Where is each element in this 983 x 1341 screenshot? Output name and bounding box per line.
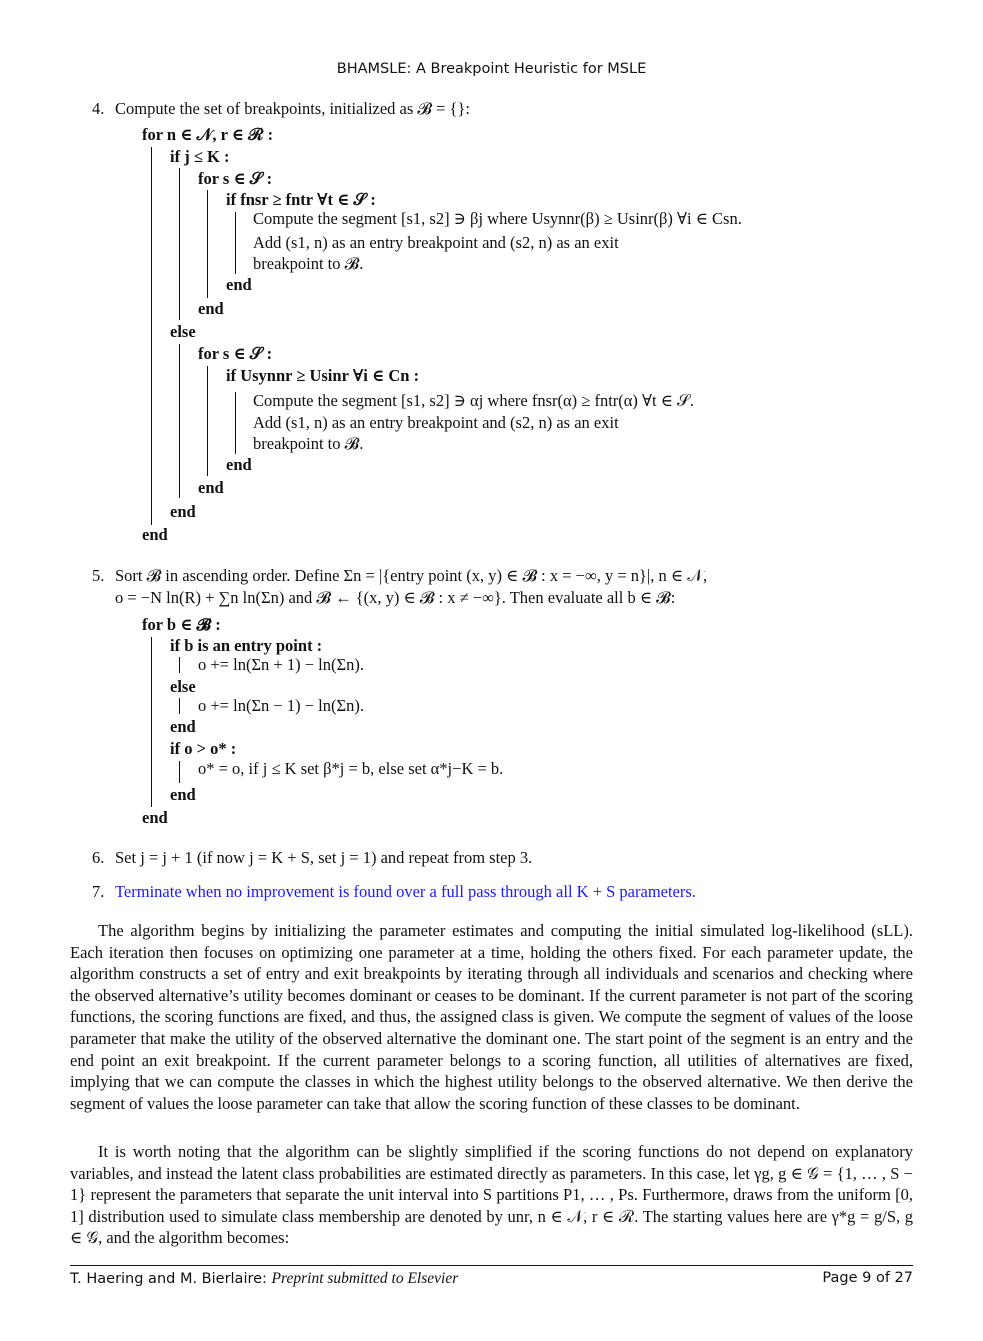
block-bar (179, 657, 180, 673)
algo-line: end (226, 275, 252, 294)
algo-line: for b ∈ 𝓑 : (142, 615, 221, 634)
algo-line: o* = o, if j ≤ K set β*j = b, else set α*j−K = b. (198, 759, 504, 778)
step-7 (92, 881, 914, 903)
algo-line: breakpoint to 𝓑. (253, 434, 364, 453)
block-bar (235, 212, 236, 274)
step-text-cont: o = −N ln(R) + ∑n ln(Σn) and 𝓑 ← {(x, y) ∈ 𝓑 : x ≠ −∞}. Then evaluate all b ∈ 𝓑: (115, 588, 676, 607)
algo-line: end (142, 808, 168, 827)
body-paragraph-2: It is worth noting that the algorithm can be slightly simplified if the scoring functions do not depend on explanatory variables, and instead the latent class probabilities are estimated directly as parameters. In this case, let γg, g ∈ 𝒢 = {1, … , S − 1} represent the parameters that separate the unit interval into S partitions P1, … , Ps. Furthermore, draws from the uniform [0, 1] distribution used to simulate class membership are denoted by unr, n ∈ 𝒩, r ∈ ℛ. The starting values here are γ*g = g/S, g ∈ 𝒢, and the algorithm becomes: (70, 1142, 913, 1248)
algo-line: for n ∈ 𝒩, r ∈ ℛ : (142, 125, 274, 144)
algo-line: end (170, 785, 196, 804)
algo-line: end (170, 717, 196, 736)
block-bar (207, 366, 208, 476)
algo-line: end (198, 478, 224, 497)
algo-line: if b is an entry point : (170, 636, 323, 655)
footer-authors: T. Haering and M. Bierlaire: (70, 1271, 267, 1287)
body-paragraph-1: The algorithm begins by initializing the parameter estimates and computing the initial simulated log-likelihood (sLL). Each iteration then focuses on optimizing one parameter at a time, holding the others fixed. For each parameter update, the algorithm constructs a set of entry and exit breakpoints by iterating through all individuals and scenarios and checking where the observed alternative’s utility becomes dominant or ceases to be dominant. If the current parameter is not part of the scoring functions, the scoring functions are fixed, and thus, the assigned class is given. We compute the segment of values of the loose parameter that make the utility of the observed alternative the dominant one. The start point of the segment is an entry and the end point an exit breakpoint. If the current parameter belongs to a scoring function, all utilities of alternatives are fixed, implying that we can compute the classes in which the highest utility belongs to the observed alternative. We then derive the segment of values the loose parameter can take that allow the scoring function of these classes to be dominant. (70, 921, 913, 1113)
block-bar (151, 147, 152, 525)
footer-venue: Preprint submitted to Elsevier (271, 1270, 459, 1287)
algo-line: breakpoint to 𝓑. (253, 254, 364, 273)
footer-citation (70, 1270, 458, 1288)
step-number: 6. (92, 848, 105, 867)
algo-line: if j ≤ K : (170, 147, 230, 166)
block-bar (207, 190, 208, 298)
step-5 (92, 565, 914, 609)
step-number: 7. (92, 882, 105, 901)
algo-line: Add (s1, n) as an entry breakpoint and (s2, n) as an exit (253, 233, 619, 252)
algo-line: for s ∈ 𝒮 : (198, 169, 273, 188)
step-text: Compute the set of breakpoints, initialized as 𝓑 = {}: (115, 99, 470, 118)
running-title: BHAMSLE: A Breakpoint Heuristic for MSLE (336, 61, 647, 77)
block-bar (179, 761, 180, 783)
step-text: Set j = j + 1 (if now j = K + S, set j = 1) and repeat from step 3. (115, 848, 533, 867)
algo-line: Add (s1, n) as an entry breakpoint and (s2, n) as an exit (253, 413, 619, 432)
algo-line: end (226, 455, 252, 474)
algo-line: end (170, 502, 196, 521)
block-bar (151, 637, 152, 807)
block-bar (179, 698, 180, 714)
algo-line: o += ln(Σn − 1) − ln(Σn). (198, 696, 364, 715)
algo-line: Compute the segment [s1, s2] ∋ αj where fnsr(α) ≥ fntr(α) ∀t ∈ 𝒮. (253, 391, 694, 410)
block-bar (179, 168, 180, 320)
algo-line: else (170, 677, 196, 696)
algo-line: end (142, 525, 168, 544)
step-text: Sort 𝓑 in ascending order. Define Σn = |{entry point (x, y) ∈ 𝓑 : x = −∞, y = n}|, n ∈ 𝒩, (115, 566, 708, 585)
algo-line: for s ∈ 𝒮 : (198, 344, 273, 363)
algo-line: else (170, 322, 196, 341)
block-bar (179, 344, 180, 498)
step-number: 4. (92, 99, 105, 118)
algo-line: if fnsr ≥ fntr ∀t ∈ 𝒮 : (226, 190, 376, 209)
step-number: 5. (92, 566, 105, 585)
algo-line: if Usynnr ≥ Usinr ∀i ∈ Cn : (226, 366, 420, 385)
step-6 (92, 847, 914, 869)
block-bar (235, 392, 236, 454)
algo-line: Compute the segment [s1, s2] ∋ βj where Usynnr(β) ≥ Usinr(β) ∀i ∈ Csn. (253, 209, 742, 228)
step-4 (92, 98, 914, 120)
step-text-highlighted: Terminate when no improvement is found over a full pass through all K + S parameters. (115, 882, 696, 901)
algo-line: o += ln(Σn + 1) − ln(Σn). (198, 655, 364, 674)
page-number: Page 9 of 27 (822, 1270, 913, 1286)
footer-rule (70, 1265, 913, 1266)
algo-line: if o > o* : (170, 739, 237, 758)
algo-line: end (198, 299, 224, 318)
